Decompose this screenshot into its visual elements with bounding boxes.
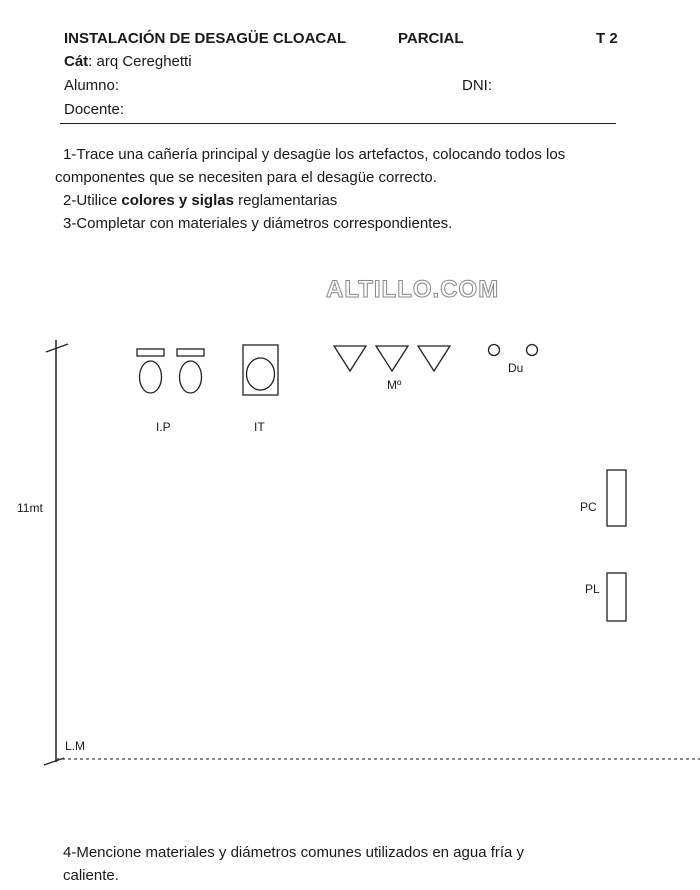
label-pc: PC [580, 500, 597, 514]
label-m: Mº [387, 378, 402, 392]
dni-label: DNI: [462, 77, 492, 94]
urinal-icon [418, 346, 450, 371]
student-label: Alumno: [64, 77, 120, 94]
label-lm: L.M [65, 739, 86, 753]
pc-box-icon [607, 470, 626, 526]
instruction-3: 3-Completar con materiales y diámetros correspondientes. [63, 215, 453, 232]
shower-icon [489, 345, 500, 356]
toilet-icon [137, 349, 164, 393]
bottom-tick [44, 758, 64, 765]
instruction-1b: componentes que se necesiten para el desagüe correcto. [55, 169, 437, 186]
cat-label: Cát [64, 53, 89, 70]
exam-theme: T 2 [596, 30, 618, 47]
question-4-line1: 4-Mencione materiales y diámetros comunes utilizados en agua fría y [63, 844, 525, 861]
shower-icon [527, 345, 538, 356]
label-ip: I.P [156, 420, 171, 434]
label-height: 11mt [17, 501, 43, 515]
cat-value: : arq Cereghetti [88, 53, 192, 70]
instruction-2-suffix: reglamentarias [233, 192, 338, 209]
it-fixture-icon [243, 345, 278, 395]
question-4-line2: caliente. [63, 867, 119, 884]
label-it: IT [254, 420, 265, 434]
pl-box-icon [607, 573, 626, 621]
teacher-label: Docente: [64, 101, 125, 118]
label-pl: PL [585, 582, 600, 596]
instruction-1a: 1-Trace una cañería principal y desagüe los artefactos, colocando todos los [63, 146, 566, 163]
instruction-2-prefix: 2-Utilice [63, 192, 122, 209]
watermark: ALTILLO.COM [326, 276, 500, 303]
top-tick [46, 344, 68, 352]
exam-title: INSTALACIÓN DE DESAGÜE CLOACAL [64, 30, 347, 47]
urinal-icon [334, 346, 366, 371]
toilet-icon [177, 349, 204, 393]
instruction-2-bold: colores y siglas [121, 192, 234, 209]
question-4 [63, 841, 673, 887]
exam-type: PARCIAL [398, 30, 464, 47]
label-du: Du [508, 361, 524, 375]
urinal-icon [376, 346, 408, 371]
